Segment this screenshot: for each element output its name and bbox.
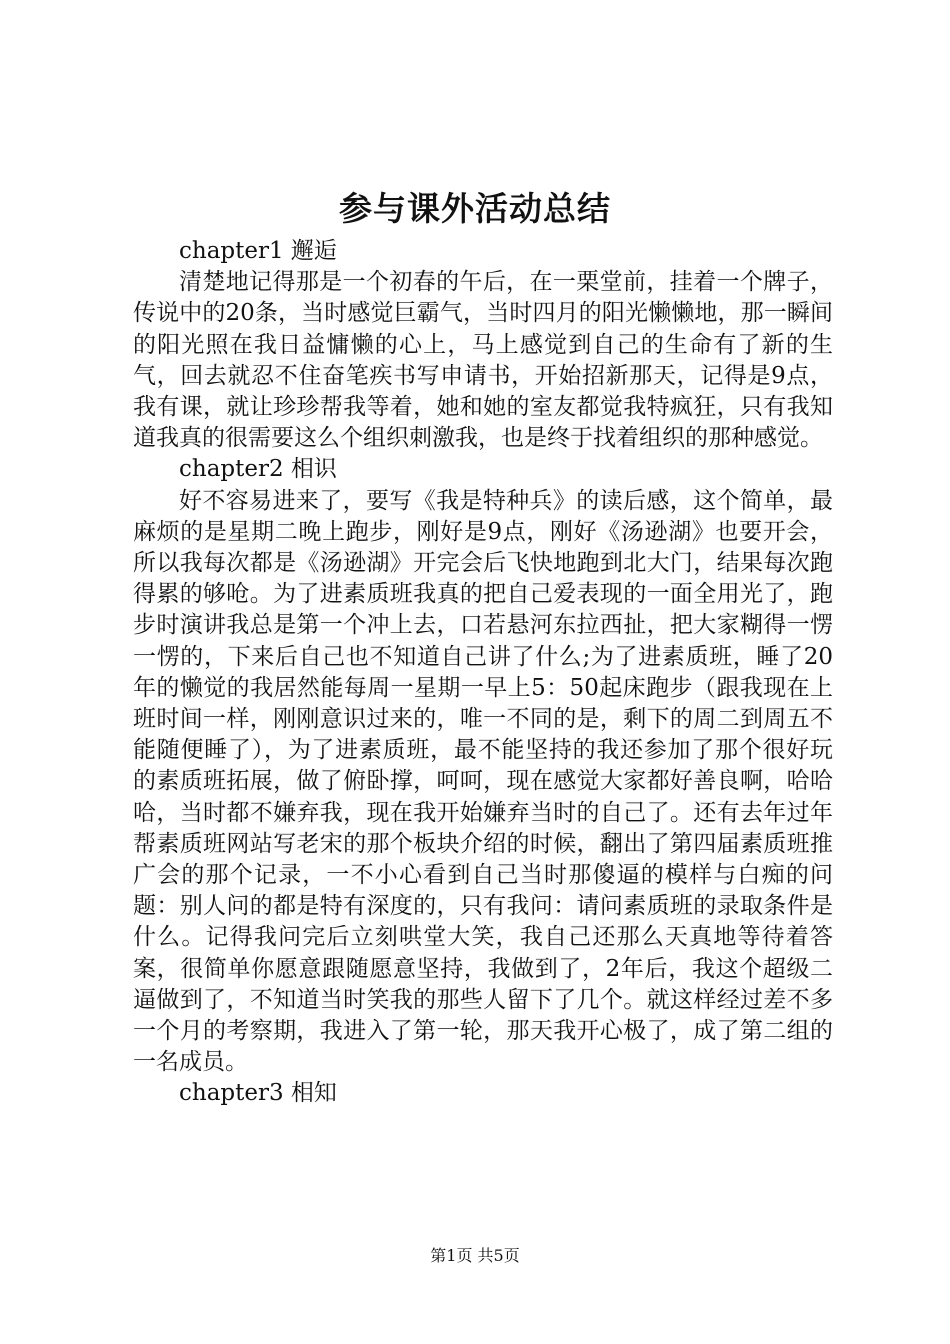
document-title: 参与课外活动总结 [339,189,611,228]
section-paragraph-2: 好不容易进来了，要写《我是特种兵》的读后感，这个简单，最麻烦的是星期二晚上跑步，刚好是9点，刚好《汤逊湖》也要开会，所以我每次都是《汤逊湖》开完会后飞快地跑到北大门，结果每次跑得累的够呛。为了进素质班我真的把自己爱表现的一面全用光了，跑步时演讲我总是第一个冲上去，口若悬河东拉西扯，把大家糊得一愣一愣的，下来后自己也不知道自己讲了什么;为了进素质班，睡了20年的懒觉的我居然能每周一星期一早上5：50起床跑步（跟我现在上班时间一样，刚刚意识过来的，唯一不同的是，剩下的周二到周五不能随便睡了），为了进素质班，最不能坚持的我还参加了那个很好玩的素质班拓展，做了俯卧撑，呵呵，现在感觉大家都好善良啊，哈哈哈，当时都不嫌弃我，现在我开始嫌弃当时的自己了。还有去年过年帮素质班网站写老宋的那个板块介绍的时候，翻出了第四届素质班推广会的那个记录，一不小心看到自己当时那傻逼的模样与白痴的问题：别人问的都是特有深度的，只有我问：请问素质班的录取条件是什么。记得我问完后立刻哄堂大笑，我自己还那么天真地等待着答案，很简单你愿意跟随愿意坚持，我做到了，2年后，我这个超级二逼做到了，不知道当时笑我的那些人留下了几个。就这样经过差不多一个月的考察期，我进入了第一轮，那天我开心极了，成了第二组的一名成员。 [133,487,833,1076]
section-heading-1: chapter1 邂逅 [179,238,337,264]
page-footer: 第1页 共5页 [430,1246,520,1265]
section-heading-3: chapter3 相知 [179,1080,337,1107]
section-paragraph-1: 清楚地记得那是一个初春的午后，在一栗堂前，挂着一个牌子，传说中的20条，当时感觉巨霸气，当时四月的阳光懒懒地，那一瞬间的阳光照在我日益慵懒的心上，马上感觉到自己的生命有了新的生气，回去就忍不住奋笔疾书写申请书，开始招新那天，记得是9点，我有课，就让珍珍帮我等着，她和她的室友都觉我特疯狂，只有我知道我真的很需要这么个组织刺激我，也是终于找着组织的那种感觉。 [133,269,833,452]
section-heading-2: chapter2 相识 [179,456,337,483]
document-body [133,236,833,1110]
